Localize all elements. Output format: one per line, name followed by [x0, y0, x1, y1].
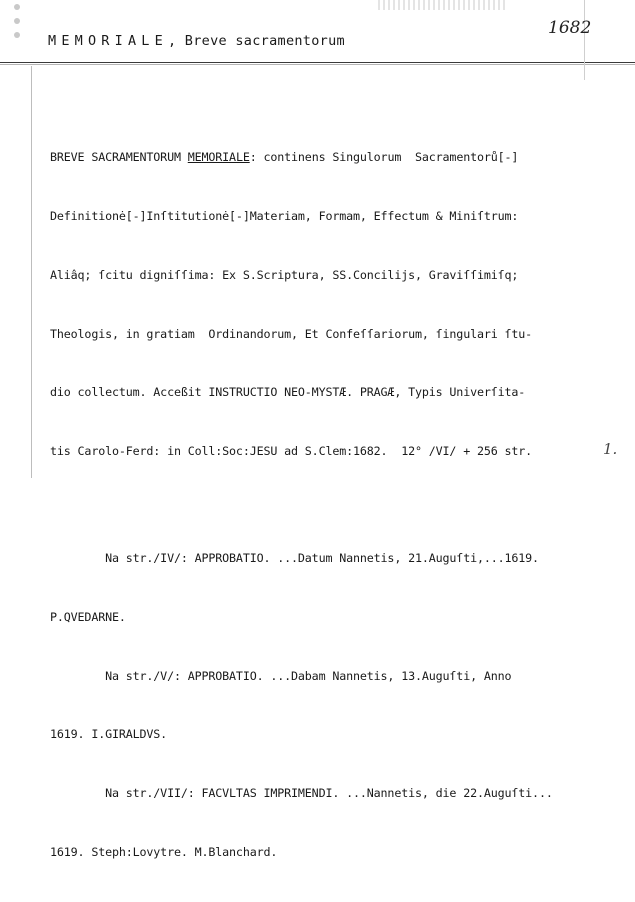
left-margin-rule: [31, 66, 32, 478]
heading-subject: , Breve sacramentorum: [167, 33, 345, 49]
description-line-3: Aliâq; ſcitu digniſſima: Ex S.Scriptura, SS.Concilijs, Graviſſimiſq;: [50, 267, 519, 282]
title-lead: BREVE SACRAMENTORUM: [50, 150, 188, 165]
description-line-5: dio collectum. Acceßit INSTRUCTIO NEO-MYSTÆ. PRAGÆ, Typis Univerſita-: [50, 385, 526, 400]
note-line-1: Na str./IV/: APPROBATIO. ...Datum Nannetis, 21.Auguſti,...1619.: [50, 551, 539, 566]
stamp-residue: [378, 0, 508, 10]
note-line-4: 1619. I.GIRALDVS.: [50, 727, 168, 742]
title-continuation: : continens Singulorum Sacramentorů[-]: [249, 150, 519, 165]
card-heading: [48, 33, 345, 49]
note-line-2: P.QVEDARNE.: [50, 609, 126, 624]
call-number: 1682: [548, 18, 592, 38]
heading-keyword: MEMORIALE: [48, 33, 168, 49]
description-line-4: Theologis, in gratiam Ordinandorum, Et Confeſſariorum, ſingulari ſtu-: [50, 326, 533, 341]
punch-holes: [6, 4, 34, 54]
header-rule-shadow: [0, 64, 635, 65]
bibliographic-description: [50, 109, 553, 902]
title-keyword: MEMORIALE: [187, 150, 250, 165]
right-margin-rule: [584, 0, 585, 80]
note-line-6: 1619. Steph:Lovytre. M.Blanchard.: [50, 844, 278, 859]
header-rule: [0, 62, 635, 63]
description-line-1: [50, 148, 553, 168]
note-line-5: Na str./VII/: FACVLTAS IMPRIMENDI. ...Nannetis, die 22.Auguſti...: [50, 786, 553, 801]
description-line-6: tis Carolo-Ferd: in Coll:Soc:JESU ad S.Clem:1682. 12° /VI/ + 256 str.: [50, 444, 533, 459]
note-line-3: Na str./V/: APPROBATIO. ...Dabam Nannetis, 13.Auguſti, Anno: [50, 668, 512, 683]
description-line-2: Definitionė[-]Inſtitutionė[-]Materiam, Formam, Effectum & Miniſtrum:: [50, 208, 519, 223]
margin-pencil-mark: 1.: [603, 440, 618, 458]
